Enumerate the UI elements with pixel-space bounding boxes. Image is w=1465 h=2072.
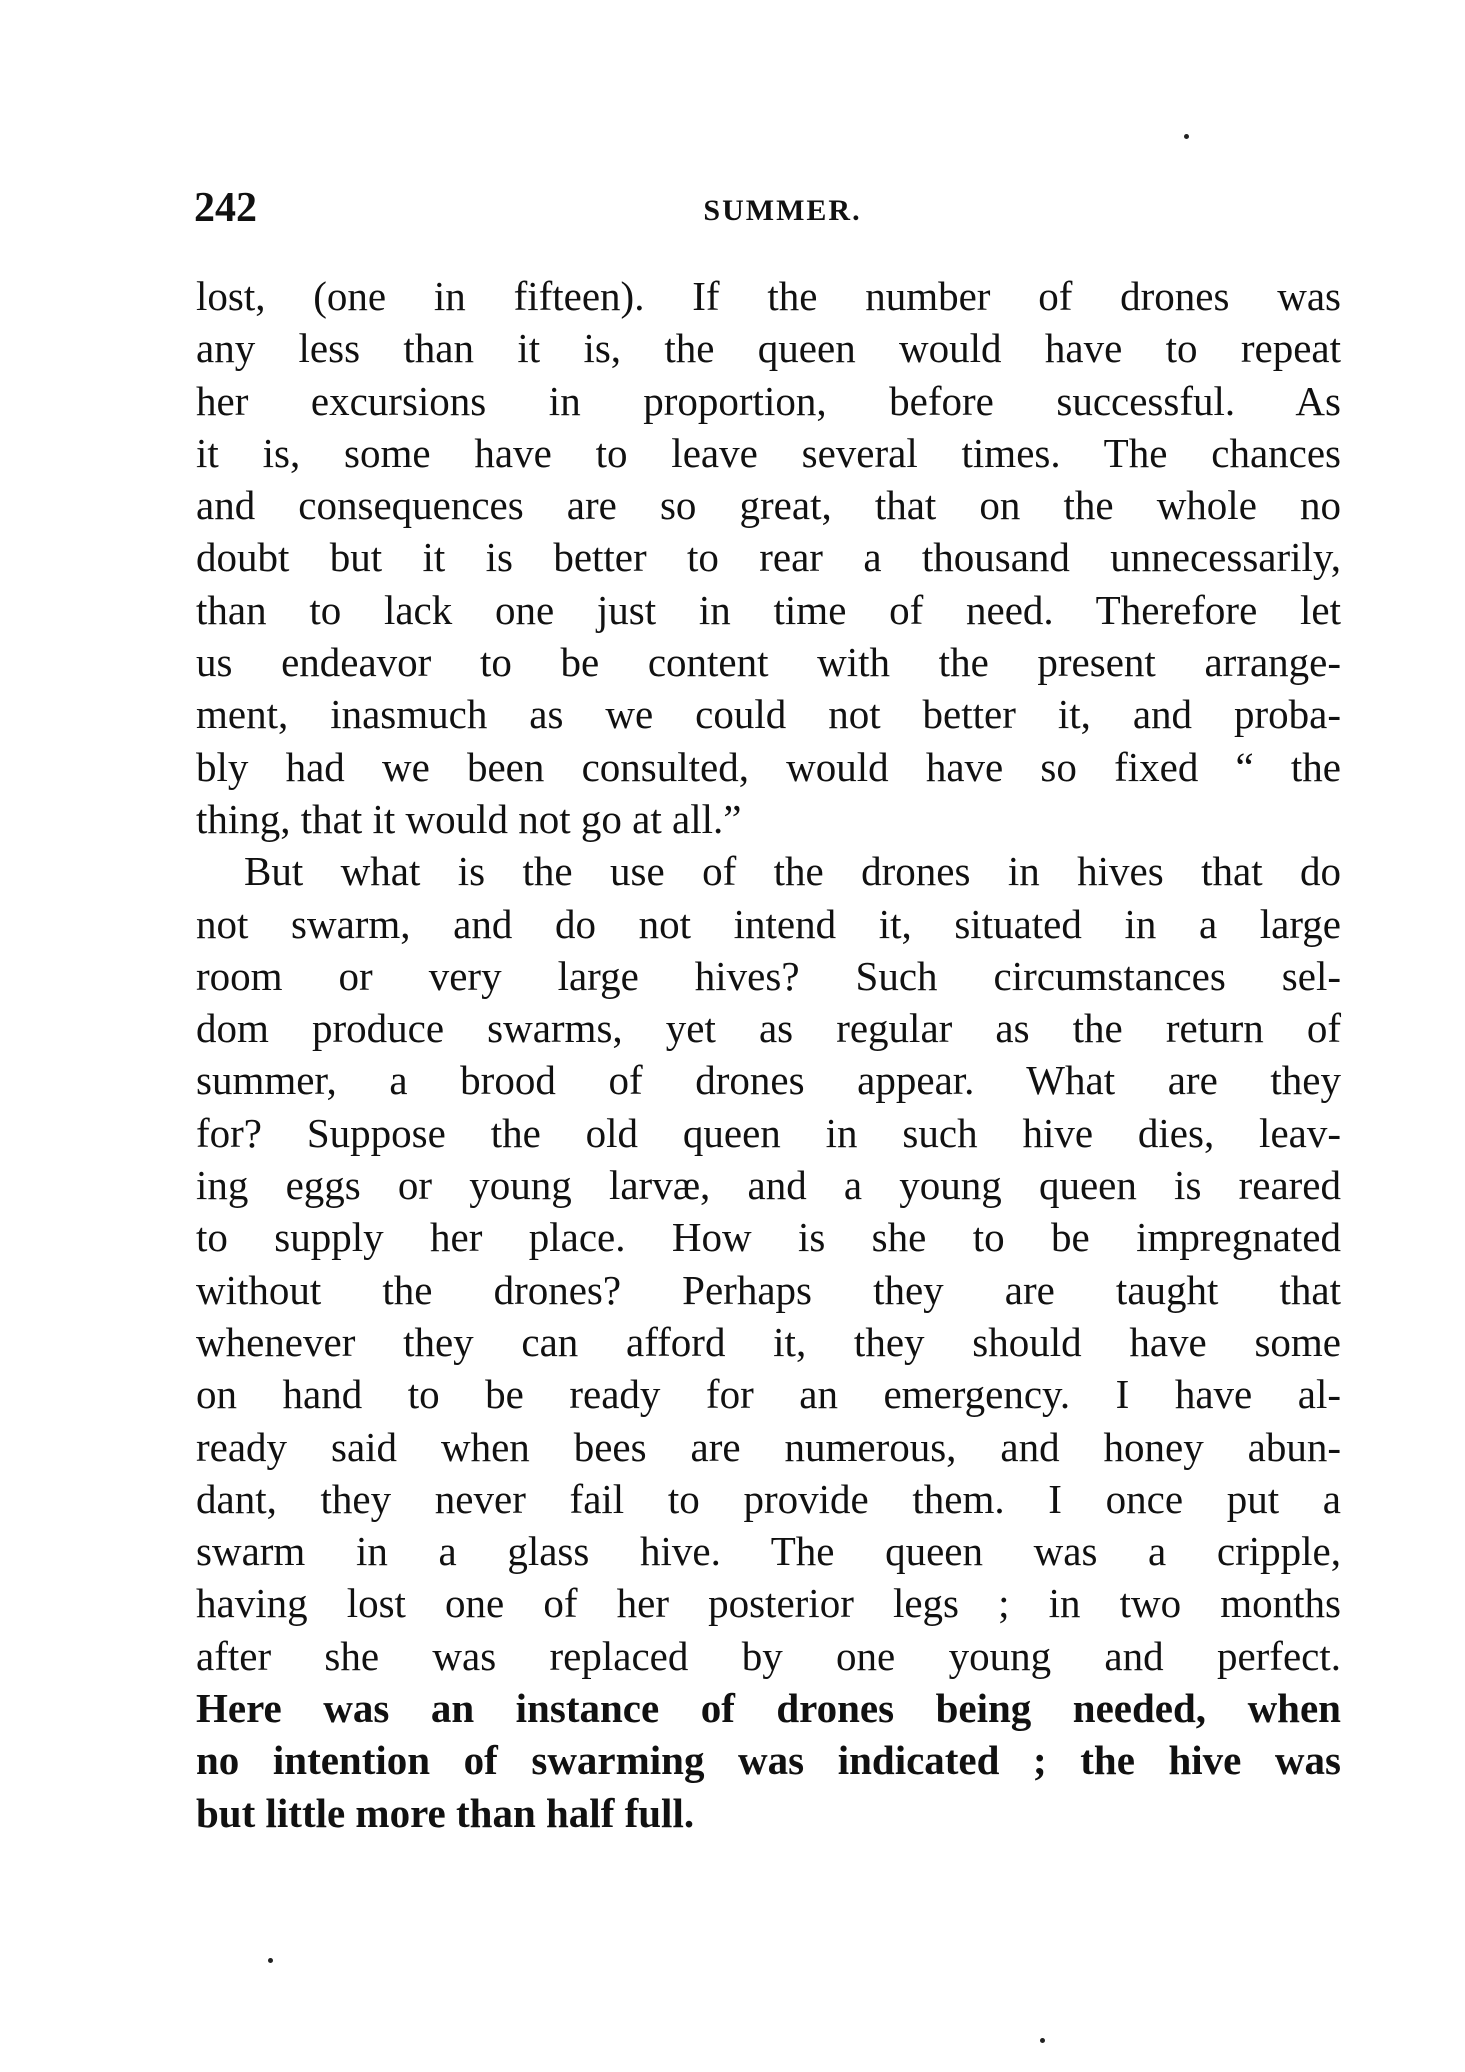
text-line: not swarm, and do not intend it, situated in a large — [196, 900, 1341, 947]
text-line: lost, (one in fifteen). If the number of drones was — [196, 273, 1341, 319]
text-line: Here was an instance of drones being needed, when — [196, 1685, 1341, 1732]
text-line: any less than it is, the queen would have to repeat — [196, 325, 1341, 372]
running-header — [0, 194, 1465, 228]
ink-speck — [1040, 2038, 1045, 2043]
text-line: room or very large hives? Such circumstances sel- — [196, 952, 1341, 999]
text-line: without the drones? Perhaps they are taught that — [196, 1266, 1341, 1313]
text-line: for? Suppose the old queen in such hive dies, leav- — [196, 1109, 1341, 1156]
page-body — [196, 270, 1341, 1839]
text-line: thing, that it would not go at all.” — [196, 795, 742, 842]
text-line: having lost one of her posterior legs ; in two months — [196, 1580, 1341, 1627]
text-line: it is, some have to leave several times. The chances — [196, 429, 1341, 476]
text-line: but little more than half full. — [196, 1789, 695, 1836]
text-line: dom produce swarms, yet as regular as the return of — [196, 1005, 1341, 1052]
ink-speck — [1184, 134, 1189, 139]
text-line: whenever they can afford it, they should have some — [196, 1318, 1341, 1365]
text-line: ment, inasmuch as we could not better it, and proba- — [196, 691, 1341, 738]
text-line: us endeavor to be content with the present arrange- — [196, 639, 1341, 686]
text-line: no intention of swarming was indicated ; the hive was — [196, 1737, 1341, 1784]
text-line: ready said when bees are numerous, and honey abun- — [196, 1423, 1341, 1470]
text-line: dant, they never fail to provide them. I once put a — [196, 1475, 1341, 1522]
running-title: SUMMER. — [703, 194, 862, 227]
text-line: ing eggs or young larvæ, and a young queen is reared — [196, 1162, 1341, 1209]
text-line: bly had we been consulted, would have so fixed “ the — [196, 743, 1341, 790]
text-line: But what is the use of the drones in hives that do — [244, 848, 1341, 895]
page-number: 242 — [194, 185, 257, 231]
text-line: than to lack one just in time of need. Therefore let — [196, 586, 1341, 633]
text-line: to supply her place. How is she to be impregnated — [196, 1214, 1341, 1261]
text-line: and consequences are so great, that on the whole no — [196, 482, 1341, 529]
text-line: swarm in a glass hive. The queen was a cripple, — [196, 1528, 1341, 1575]
text-line: summer, a brood of drones appear. What are they — [196, 1057, 1341, 1104]
text-line: after she was replaced by one young and perfect. — [196, 1632, 1341, 1679]
text-line: doubt but it is better to rear a thousand unnecessarily, — [196, 534, 1341, 581]
text-line: her excursions in proportion, before successful. As — [196, 377, 1341, 424]
ink-speck — [268, 1958, 273, 1963]
text-line: on hand to be ready for an emergency. I have al- — [196, 1371, 1341, 1418]
